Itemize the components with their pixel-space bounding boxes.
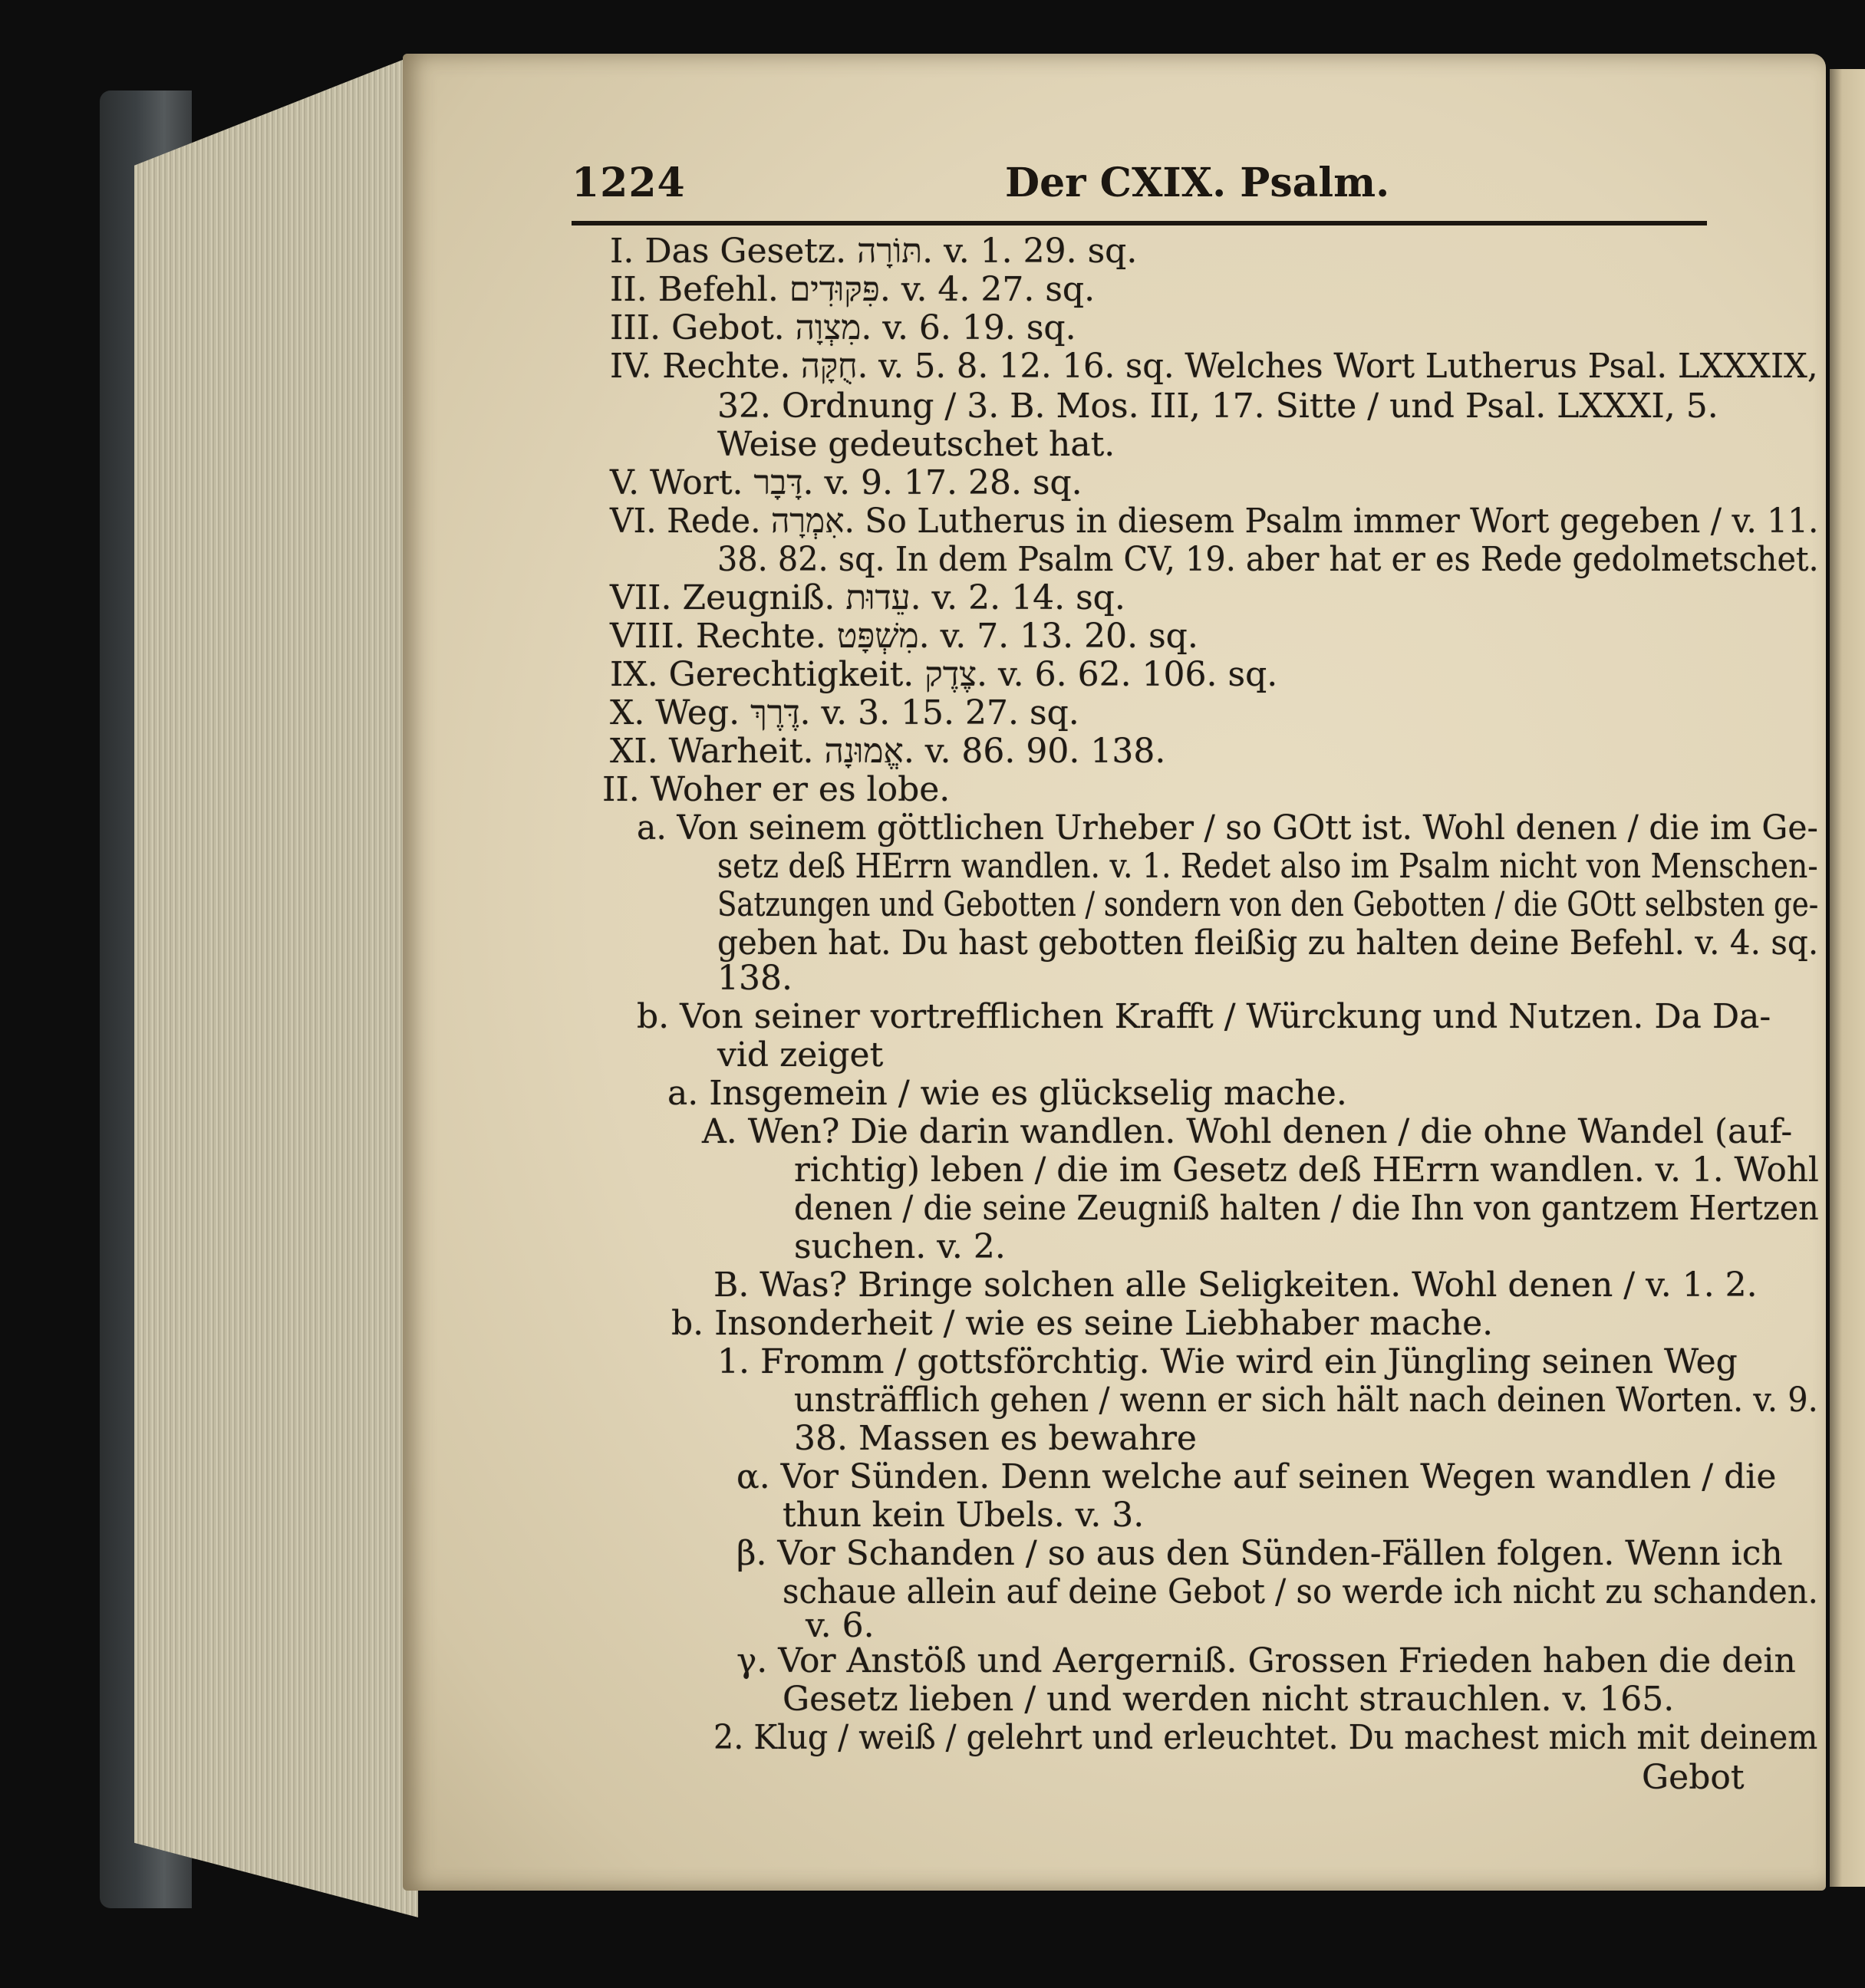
- text-line: 32. Ordnung / 3. B. Mos. III, 17. Sitte / und Psal. LXXXI, 5.: [717, 387, 1718, 426]
- text-line: VIII. Rechte. מִשְׁפָּט. v. 7. 13. 20. sq.: [610, 617, 1198, 656]
- page-edges: [134, 54, 418, 1917]
- right-page-edge: [1830, 69, 1865, 1887]
- text-line: geben hat. Du hast gebotten fleißig zu halten deine Befehl. v. 4. sq.: [717, 923, 1819, 963]
- text-line: 38. 82. sq. In dem Psalm CV, 19. aber hat er es Rede gedolmetschet.: [717, 540, 1819, 579]
- text-line: denen / die seine Zeugniß halten / die Ihn von gantzem Hertzen: [794, 1189, 1819, 1228]
- text-line: II. Woher er es lobe.: [602, 770, 951, 809]
- text-line: VII. Zeugniß. עֵדוּת. v. 2. 14. sq.: [610, 578, 1125, 617]
- text-line: thun kein Ubels. v. 3.: [783, 1496, 1145, 1535]
- text-line: 2. Klug / weiß / gelehrt und erleuchtet. Du machest mich mit deinem: [713, 1718, 1818, 1757]
- header-rule: [572, 221, 1707, 225]
- text-line: 138.: [717, 959, 792, 998]
- text-line: VI. Rede. אִמְרָה. So Lutherus in diesem Psalm immer Wort gegeben / v. 11.: [610, 502, 1819, 541]
- running-head: Der CXIX. Psalm.: [1005, 160, 1390, 206]
- text-line: IV. Rechte. חֻקָּה. v. 5. 8. 12. 16. sq. Welches Wort Lutherus Psal. LXXXIX,: [610, 347, 1818, 386]
- text-line: X. Weg. דֶּרֶךְ. v. 3. 15. 27. sq.: [610, 693, 1079, 732]
- text-line: v. 6.: [806, 1606, 875, 1645]
- text-line: XI. Warheit. אֱמוּנָה. v. 86. 90. 138.: [610, 732, 1166, 771]
- text-line: a. Insgemein / wie es glückselig mache.: [667, 1074, 1347, 1113]
- text-line: schaue allein auf deine Gebot / so werde ich nicht zu schanden.: [783, 1572, 1818, 1611]
- text-line: vid zeiget: [717, 1035, 884, 1075]
- text-line: A. Wen? Die darin wandlen. Wohl denen / die ohne Wandel (auf-: [702, 1112, 1793, 1151]
- text-line: setz deß HErrn wandlen. v. 1. Redet also im Psalm nicht von Menschen-: [717, 847, 1818, 886]
- text-line: 1. Fromm / gottsförchtig. Wie wird ein Jüngling seinen Weg: [717, 1342, 1738, 1381]
- text-line: III. Gebot. מִצְוָה. v. 6. 19. sq.: [610, 308, 1076, 347]
- text-line: V. Wort. דָּבָר. v. 9. 17. 28. sq.: [610, 463, 1082, 502]
- text-line: richtig) leben / die im Gesetz deß HErrn wandlen. v. 1. Wohl: [794, 1150, 1819, 1190]
- text-line: α. Vor Sünden. Denn welche auf seinen Wegen wandlen / die: [736, 1457, 1777, 1496]
- text-line: suchen. v. 2.: [794, 1227, 1006, 1266]
- text-line: Gesetz lieben / und werden nicht strauchlen. v. 165.: [783, 1680, 1675, 1719]
- text-line: unsträfflich gehen / wenn er sich hält nach deinen Worten. v. 9.: [794, 1381, 1818, 1420]
- page-number: 1224: [572, 160, 686, 206]
- text-line: B. Was? Bringe solchen alle Seligkeiten. Wohl denen / v. 1. 2.: [713, 1266, 1758, 1305]
- text-line: II. Befehl. פִּקּוּדִים. v. 4. 27. sq.: [610, 270, 1096, 309]
- text-line: IX. Gerechtigkeit. צֶדֶק. v. 6. 62. 106. sq.: [610, 655, 1278, 694]
- text-line: Weise gedeutschet hat.: [717, 425, 1115, 464]
- text-line: Satzungen und Gebotten / sondern von den Gebotten / die GOtt selbsten ge-: [717, 885, 1819, 924]
- text-line: I. Das Gesetz. תּוֹרָה. v. 1. 29. sq.: [610, 232, 1138, 271]
- text-line: a. Von seinem göttlichen Urheber / so GOtt ist. Wohl denen / die im Ge-: [637, 808, 1818, 848]
- text-line: γ. Vor Anstöß und Aergerniß. Grossen Frieden haben die dein: [736, 1641, 1796, 1680]
- text-line: 38. Massen es bewahre: [794, 1419, 1197, 1458]
- text-line: b. Insonderheit / wie es seine Liebhaber mache.: [671, 1304, 1494, 1343]
- catchword: Gebot: [1642, 1758, 1745, 1797]
- text-line: b. Von seiner vortrefflichen Krafft / Würckung und Nutzen. Da Da-: [637, 997, 1771, 1036]
- text-line: β. Vor Schanden / so aus den Sünden-Fällen folgen. Wenn ich: [736, 1534, 1783, 1573]
